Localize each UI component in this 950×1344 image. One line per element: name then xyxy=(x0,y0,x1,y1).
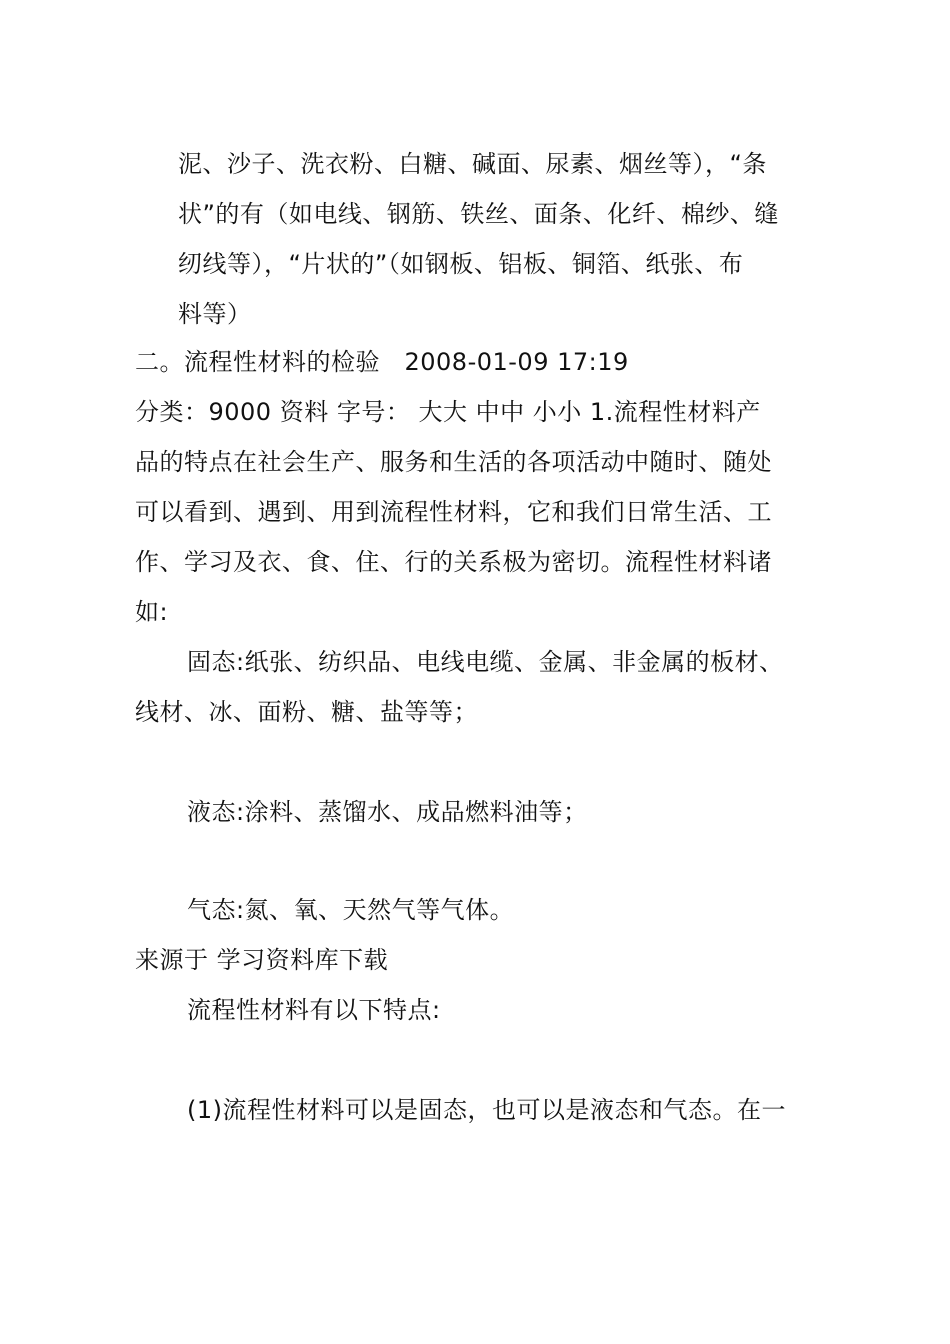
source-line: 来源于 学习资料库下载 xyxy=(135,946,389,974)
continued-text-line-4: 料等） xyxy=(178,300,252,328)
continued-text-line-3: 纫线等），“片状的”（如钢板、铝板、铜箔、纸张、布 xyxy=(178,250,744,278)
intro-line-1: 分类：9000 资料 字号： 大大 中中 小小 1.流程性材料产 xyxy=(135,398,761,426)
intro-line-5: 如: xyxy=(135,598,169,626)
solid-line-2: 线材、冰、面粉、糖、盐等等； xyxy=(135,698,478,726)
solid-line-1: 固态:纸张、纺织品、电线电缆、金属、非金属的板材、 xyxy=(187,648,784,676)
intro-line-3: 可以看到、遇到、用到流程性材料，它和我们日常生活、工 xyxy=(135,498,772,526)
intro-line-2: 品的特点在社会生产、服务和生活的各项活动中随时、随处 xyxy=(135,448,772,476)
continued-text-line-2: 状”的有（如电线、钢筋、铁丝、面条、化纤、棉纱、缝 xyxy=(178,200,779,228)
section-heading: 二。流程性材料的检验 2008-01-09 17:19 xyxy=(135,348,629,376)
continued-text-line-1: 泥、沙子、洗衣粉、白糖、碱面、尿素、烟丝等），“条 xyxy=(178,150,767,178)
feature-1-line: (1)流程性材料可以是固态，也可以是液态和气态。在一 xyxy=(187,1096,786,1124)
liquid-line: 液态:涂料、蒸馏水、成品燃料油等； xyxy=(187,798,588,826)
intro-line-4: 作、学习及衣、食、住、行的关系极为密切。流程性材料诸 xyxy=(135,548,772,576)
gas-line: 气态:氮、氧、天然气等气体。 xyxy=(187,896,515,924)
features-intro: 流程性材料有以下特点: xyxy=(187,996,441,1024)
